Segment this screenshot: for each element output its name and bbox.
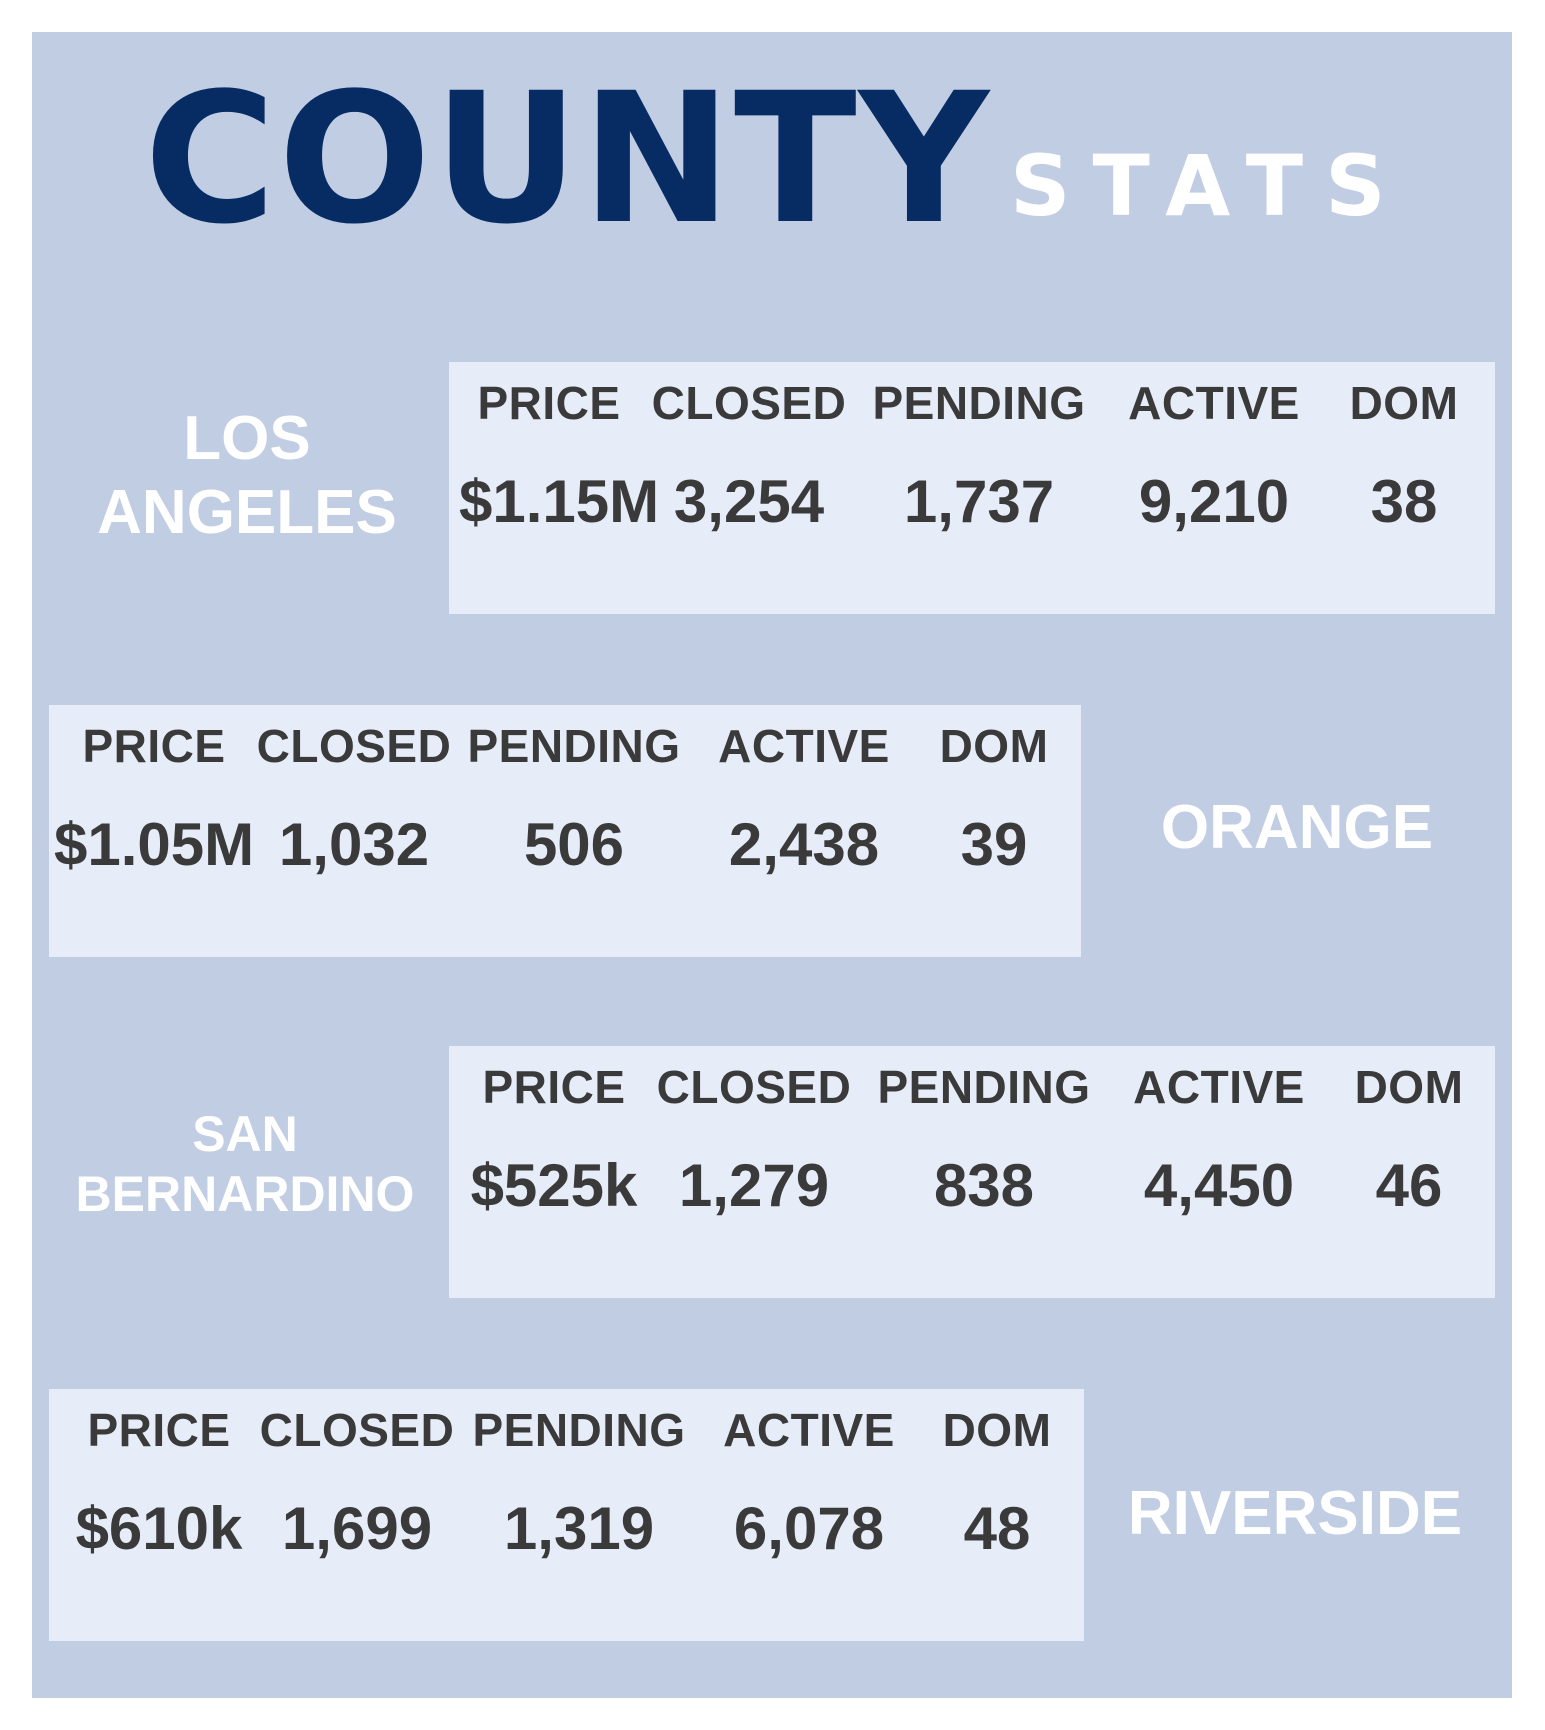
county-name-orange: ORANGE xyxy=(1160,793,1434,862)
header-active: ACTIVE xyxy=(723,1404,895,1456)
stat-closed xyxy=(257,1389,457,1641)
value-dom: 39 xyxy=(960,811,1028,878)
header-pending: PENDING xyxy=(872,377,1086,429)
value-closed: 1,699 xyxy=(281,1495,433,1562)
county-name-line-1: SAN xyxy=(192,1106,298,1162)
value-dom: 46 xyxy=(1375,1152,1443,1219)
county-row-orange xyxy=(32,705,1512,957)
header-pending: PENDING xyxy=(472,1404,686,1456)
value-active: 9,210 xyxy=(1138,468,1290,535)
header-active: ACTIVE xyxy=(1133,1061,1305,1113)
stat-pending xyxy=(464,705,684,957)
header-price: PRICE xyxy=(87,1404,231,1456)
title-county: COUNTY xyxy=(144,55,992,264)
stat-dom xyxy=(922,1389,1072,1641)
value-active: 6,078 xyxy=(733,1495,885,1562)
header-dom: DOM xyxy=(939,720,1049,772)
county-stats-panel xyxy=(32,32,1512,1698)
stat-active xyxy=(704,1389,914,1641)
header-pending: PENDING xyxy=(877,1061,1091,1113)
county-name-line-1: LOS xyxy=(183,404,311,473)
header-active: ACTIVE xyxy=(1128,377,1300,429)
county-name-san-bernardino xyxy=(50,1104,440,1224)
stat-closed xyxy=(654,1046,854,1298)
value-dom: 48 xyxy=(963,1495,1031,1562)
stats-table-los-angeles xyxy=(449,362,1495,614)
title-stats: STATS xyxy=(1010,137,1408,235)
value-price: $1.15M xyxy=(459,468,660,535)
header-dom: DOM xyxy=(1349,377,1459,429)
county-row-riverside xyxy=(32,1389,1512,1641)
header-closed: CLOSED xyxy=(656,1061,852,1113)
header-price: PRICE xyxy=(482,1061,626,1113)
stat-pending xyxy=(469,1389,689,1641)
header-closed: CLOSED xyxy=(256,720,452,772)
header-price: PRICE xyxy=(82,720,226,772)
value-pending: 1,319 xyxy=(503,1495,655,1562)
stat-active xyxy=(699,705,909,957)
header-dom: DOM xyxy=(942,1404,1052,1456)
header-pending: PENDING xyxy=(467,720,681,772)
value-price: $525k xyxy=(470,1152,638,1219)
stat-dom xyxy=(919,705,1069,957)
value-price: $1.05M xyxy=(54,811,255,878)
header-active: ACTIVE xyxy=(718,720,890,772)
value-price: $610k xyxy=(75,1495,243,1562)
value-active: 2,438 xyxy=(728,811,880,878)
county-name-line-2: BERNARDINO xyxy=(75,1166,415,1222)
stat-dom xyxy=(1334,1046,1484,1298)
header-closed: CLOSED xyxy=(651,377,847,429)
stat-pending xyxy=(874,1046,1094,1298)
county-name-los-angeles xyxy=(62,402,432,551)
header-price: PRICE xyxy=(477,377,621,429)
header-closed: CLOSED xyxy=(259,1404,455,1456)
value-closed: 3,254 xyxy=(673,468,825,535)
header-dom: DOM xyxy=(1354,1061,1464,1113)
stat-pending xyxy=(869,362,1089,614)
stat-active xyxy=(1109,362,1319,614)
value-dom: 38 xyxy=(1370,468,1438,535)
stat-dom xyxy=(1329,362,1479,614)
county-name-line-2: ANGELES xyxy=(97,478,397,548)
value-pending: 1,737 xyxy=(903,468,1055,535)
value-closed: 1,279 xyxy=(678,1152,830,1219)
stat-price xyxy=(59,1389,259,1641)
value-active: 4,450 xyxy=(1143,1152,1295,1219)
stat-closed xyxy=(649,362,849,614)
stat-price xyxy=(459,362,660,614)
value-closed: 1,032 xyxy=(278,811,430,878)
value-pending: 506 xyxy=(523,811,625,878)
stat-closed xyxy=(254,705,454,957)
stats-table-san-bernardino xyxy=(449,1046,1495,1298)
stat-price xyxy=(54,705,254,957)
page-title xyxy=(32,32,1512,282)
county-name-riverside: RIVERSIDE xyxy=(1127,1479,1463,1548)
county-row-los-angeles xyxy=(32,362,1512,614)
stats-table-riverside xyxy=(49,1389,1084,1641)
county-row-san-bernardino xyxy=(32,1046,1512,1298)
value-pending: 838 xyxy=(933,1152,1035,1219)
stat-active xyxy=(1114,1046,1324,1298)
stat-price xyxy=(464,1046,644,1298)
stats-table-orange xyxy=(49,705,1081,957)
